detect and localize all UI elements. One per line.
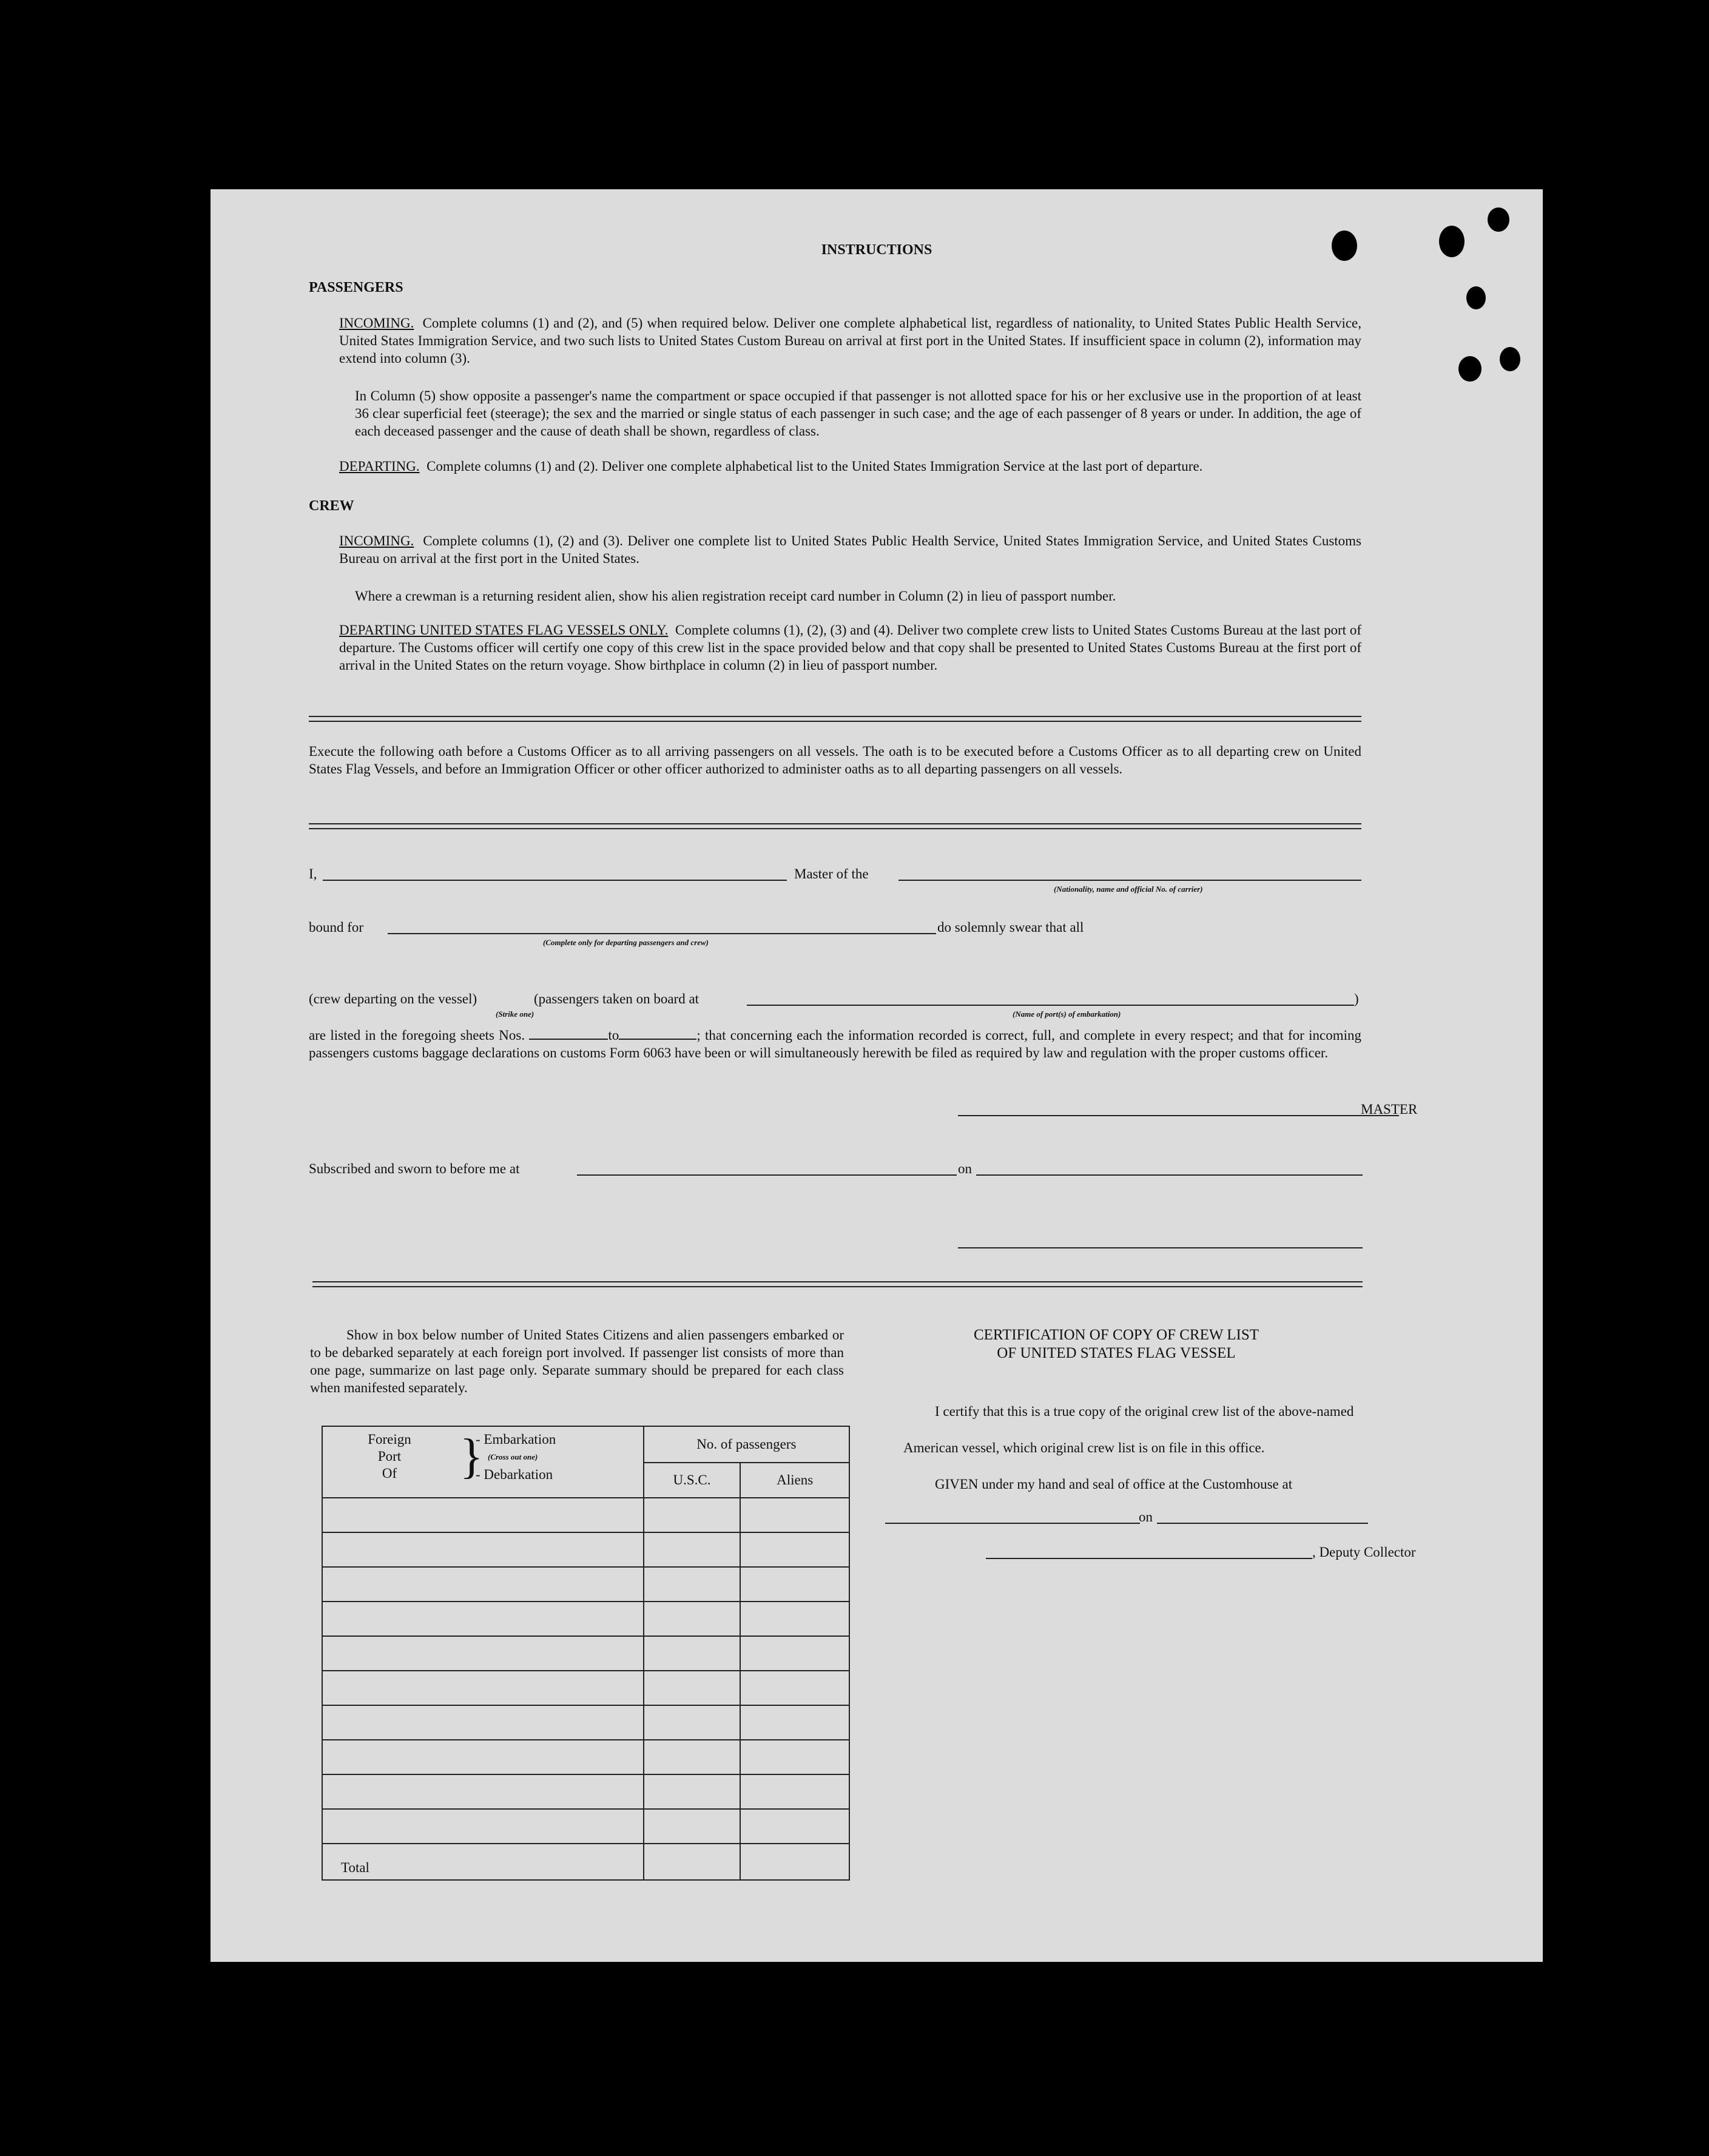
port-cell[interactable] xyxy=(322,1705,644,1740)
table-row xyxy=(322,1774,849,1809)
certification-title-line2: OF UNITED STATES FLAG VESSEL xyxy=(997,1345,1236,1361)
total-row xyxy=(322,1844,849,1880)
port-cell[interactable] xyxy=(322,1532,644,1567)
aliens-cell[interactable] xyxy=(740,1774,849,1809)
customhouse-place-line[interactable] xyxy=(885,1523,1140,1524)
listed-rest: ; that concerning each the information recorded is correct, full, and complete in every respect; and that for incoming passengers customs baggage declarations on customs Form 6063 have been or will simultaneously herewith be filed as required by law and regulation with the proper customs officer. xyxy=(309,1028,1361,1060)
port-caption: (Name of port(s) of embarkation) xyxy=(1013,1009,1121,1019)
usc-cell[interactable] xyxy=(644,1532,741,1567)
complete-only-caption: (Complete only for departing passengers and crew) xyxy=(543,938,709,947)
table-row xyxy=(322,1602,849,1636)
strike-one-caption: (Strike one) xyxy=(496,1009,534,1019)
table-row xyxy=(322,1671,849,1705)
port-cell[interactable] xyxy=(322,1774,644,1809)
usc-cell[interactable] xyxy=(644,1774,741,1809)
embarkation-label: - Embarkation xyxy=(476,1432,556,1447)
usc-cell[interactable] xyxy=(644,1602,741,1636)
aliens-cell[interactable] xyxy=(740,1602,849,1636)
aliens-cell[interactable] xyxy=(740,1567,849,1602)
usc-header: U.S.C. xyxy=(644,1463,741,1498)
crew-incoming-text: Complete columns (1), (2) and (3). Deliver one complete list to United States Public Health Service, United States Immigration Service, and United States Customs Bureau on arrival at the first port in the United States. xyxy=(339,533,1362,566)
master-of-the-label: Master of the xyxy=(794,866,869,881)
cross-out-caption: (Cross out one) xyxy=(488,1452,538,1461)
departing-flag-paragraph xyxy=(339,621,1361,674)
of-label: Of xyxy=(382,1466,397,1481)
aliens-cell[interactable] xyxy=(740,1636,849,1671)
subscribed-date-line[interactable] xyxy=(976,1174,1363,1176)
table-row xyxy=(322,1532,849,1567)
oath-i-label: I, xyxy=(309,866,317,881)
subscribed-on-label: on xyxy=(958,1161,972,1176)
crew-incoming-label: INCOMING. xyxy=(339,533,414,548)
port-cell[interactable] xyxy=(322,1740,644,1774)
certification-title xyxy=(861,1326,1372,1363)
aliens-cell[interactable] xyxy=(740,1671,849,1705)
aliens-total-cell[interactable] xyxy=(740,1844,849,1880)
usc-cell[interactable] xyxy=(644,1636,741,1671)
passengers-departing-paragraph xyxy=(339,457,1361,475)
passengers-heading: PASSENGERS xyxy=(309,280,403,295)
punch-hole xyxy=(1466,286,1486,309)
sheet-from-blank[interactable] xyxy=(529,1028,608,1040)
usc-cell[interactable] xyxy=(644,1705,741,1740)
aliens-cell[interactable] xyxy=(740,1740,849,1774)
usc-cell[interactable] xyxy=(644,1740,741,1774)
solemnly-swear-text: do solemnly swear that all xyxy=(937,920,1084,935)
master-name-line[interactable] xyxy=(323,880,787,881)
port-label: Port xyxy=(377,1449,402,1464)
divider xyxy=(309,823,1361,829)
certification-on-label: on xyxy=(1139,1509,1153,1524)
departing-flag-label: DEPARTING UNITED STATES FLAG VESSELS ONLY. xyxy=(339,622,669,638)
usc-cell[interactable] xyxy=(644,1498,741,1532)
crewman-paragraph: Where a crewman is a returning resident alien, show his alien registration receipt card number in Column (2) in lieu of passport number. xyxy=(355,588,1116,604)
subscribed-place-line[interactable] xyxy=(577,1174,957,1176)
close-paren: ) xyxy=(1354,991,1359,1006)
passengers-departing-label: DEPARTING. xyxy=(339,459,420,474)
divider xyxy=(309,716,1361,722)
carrier-line[interactable] xyxy=(898,880,1361,881)
crew-incoming-paragraph xyxy=(339,532,1361,567)
punch-hole xyxy=(1500,347,1520,371)
passengers-incoming-label: INCOMING. xyxy=(339,315,414,331)
deputy-collector-label: , Deputy Collector xyxy=(1312,1545,1416,1560)
usc-cell[interactable] xyxy=(644,1567,741,1602)
passengers-taken-text: (passengers taken on board at xyxy=(534,991,699,1006)
aliens-cell[interactable] xyxy=(740,1498,849,1532)
total-label: Total xyxy=(322,1844,644,1880)
oath-instructions: Execute the following oath before a Customs Officer as to all arriving passengers on all vessels. The oath is to be executed before a Customs Officer as to all departing crew on United States Flag Vessels, and before an Immigration Officer or other officer authorized to administer oaths as to all departing passengers on all vessels. xyxy=(309,744,1361,776)
summary-intro: Show in box below number of United States Citizens and alien passengers embarked or to be debarked separately at each foreign port involved. If passenger list consists of more than one page, summarize on last page only. Separate summary should be prepared for each class when manifested separately. xyxy=(310,1327,844,1395)
instructions-title: INSTRUCTIONS xyxy=(821,242,932,258)
sheet-to-blank[interactable] xyxy=(619,1028,696,1040)
given-line: GIVEN under my hand and seal of office at the Customhouse at xyxy=(935,1477,1293,1492)
master-label: MASTER xyxy=(1361,1102,1418,1117)
usc-cell[interactable] xyxy=(644,1671,741,1705)
aliens-cell[interactable] xyxy=(740,1532,849,1567)
certify-line1: I certify that this is a true copy of the original crew list of the above-named xyxy=(935,1404,1354,1419)
column5-paragraph: In Column (5) show opposite a passenger's name the compartment or space occupied if that passenger is not allotted space for his or her exclusive use in the proportion of at least 36 clear superficial feet (steerage); the sex and the married or single status of each passenger in such case; and the age of each passenger of 8 years or under. In addition, the age of each deceased passenger and the cause of death shall be shown, regardless of class. xyxy=(355,388,1361,439)
port-cell[interactable] xyxy=(322,1498,644,1532)
usc-total-cell[interactable] xyxy=(644,1844,741,1880)
aliens-cell[interactable] xyxy=(740,1809,849,1844)
officer-signature-line[interactable] xyxy=(958,1247,1363,1248)
punch-hole xyxy=(1458,356,1481,382)
port-cell[interactable] xyxy=(322,1636,644,1671)
port-cell[interactable] xyxy=(322,1567,644,1602)
table-row xyxy=(322,1567,849,1602)
port-cell[interactable] xyxy=(322,1809,644,1844)
passengers-incoming-paragraph xyxy=(339,314,1361,367)
listed-to: to xyxy=(608,1028,619,1043)
passengers-incoming-text: Complete columns (1) and (2), and (5) when required below. Deliver one complete alphabetical list, regardless of nationality, to United States Public Health Service, United States Immigration Service, and two such lists to United States Custom Bureau on arrival at first port in the United States. If insufficient space in column (2), information may extend into column (3). xyxy=(339,315,1362,366)
crew-departing-text: (crew departing on the vessel) xyxy=(309,991,477,1006)
departing-flag-text: Complete columns (1), (2), (3) and (4). Deliver two complete crew lists to United States Customs Bureau at the last port of departure. The Customs officer will certify one copy of this crew list in the space provided below and that copy shall be presented to United States Customs Bureau at the first port of arrival in the United States on the return voyage. Show birthplace in column (2) in lieu of passport number. xyxy=(339,622,1362,673)
certification-title-line1: CERTIFICATION OF COPY OF CREW LIST xyxy=(973,1327,1259,1343)
listed-paragraph xyxy=(309,1026,1361,1062)
nationality-caption: (Nationality, name and official No. of carrier) xyxy=(1054,884,1203,894)
punch-hole xyxy=(1488,207,1509,232)
port-embarkation-line[interactable] xyxy=(747,1005,1354,1006)
usc-cell[interactable] xyxy=(644,1809,741,1844)
bound-for-label: bound for xyxy=(309,920,364,935)
deputy-collector-signature-line[interactable] xyxy=(986,1558,1312,1559)
table-row xyxy=(322,1636,849,1671)
port-cell[interactable] xyxy=(322,1671,644,1705)
aliens-header: Aliens xyxy=(740,1463,849,1498)
table-row xyxy=(322,1498,849,1532)
customhouse-date-line[interactable] xyxy=(1157,1523,1368,1524)
table-row xyxy=(322,1740,849,1774)
form-page xyxy=(211,189,1543,1962)
aliens-cell[interactable] xyxy=(740,1705,849,1740)
port-cell[interactable] xyxy=(322,1602,644,1636)
foreign-label: Foreign xyxy=(368,1432,411,1447)
foreign-port-header xyxy=(322,1426,644,1498)
passengers-departing-text: Complete columns (1) and (2). Deliver one complete alphabetical list to the United States Immigration Service at the last port of departure. xyxy=(426,459,1203,474)
brace: } xyxy=(460,1430,484,1483)
debarkation-label: - Debarkation xyxy=(476,1467,553,1482)
bound-for-line[interactable] xyxy=(388,933,936,934)
subscribed-label: Subscribed and sworn to before me at xyxy=(309,1161,520,1176)
listed-prefix: are listed in the foregoing sheets Nos. xyxy=(309,1028,525,1043)
crew-heading: CREW xyxy=(309,498,354,514)
table-row xyxy=(322,1705,849,1740)
no-of-passengers-header: No. of passengers xyxy=(644,1426,849,1463)
certify-line2: American vessel, which original crew list is on file in this office. xyxy=(903,1440,1265,1455)
divider xyxy=(312,1281,1363,1287)
table-row xyxy=(322,1809,849,1844)
master-signature-line[interactable] xyxy=(958,1115,1399,1116)
passenger-summary-table xyxy=(322,1426,850,1881)
